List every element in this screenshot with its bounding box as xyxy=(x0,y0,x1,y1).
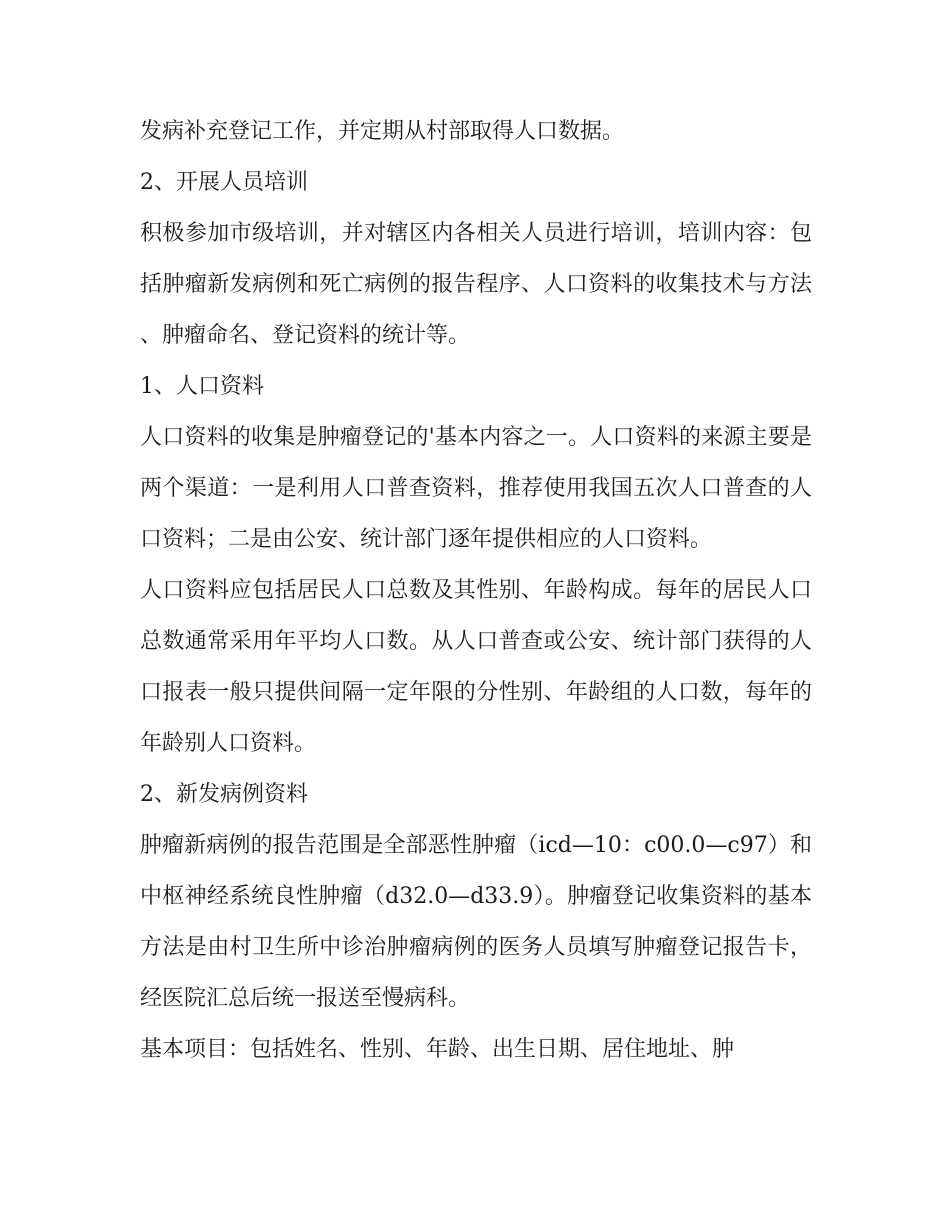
heading-new-cases: 2、新发病例资料 xyxy=(140,782,308,807)
heading-staff-training: 2、开展人员培训 xyxy=(140,170,308,195)
paragraph-population-sources: 人口资料的收集是肿瘤登记的'基本内容之一。人口资料的来源主要是两个渠道：一是利用人口普查资料，推荐使用我国五次人口普查的人口资料；二是由公安、统计部门逐年提供相应的人口资料。 xyxy=(140,425,812,552)
paragraph-population-content: 人口资料应包括居民人口总数及其性别、年龄构成。每年的居民人口总数通常采用年平均人口数。从人口普查或公安、统计部门获得的人口报表一般只提供间隔一定年限的分性别、年龄组的人口数，每年的年龄别人口资料。 xyxy=(140,578,812,756)
paragraph-continuation: 发病补充登记工作，并定期从村部取得人口数据。 xyxy=(140,119,625,144)
document-body xyxy=(140,106,812,1075)
heading-population-data: 1、人口资料 xyxy=(140,374,264,399)
paragraph-new-cases: 肿瘤新病例的报告范围是全部恶性肿瘤（icd—10：c00.0—c97）和中枢神经系统良性肿瘤（d32.0—d33.9）。肿瘤登记收集资料的基本方法是由村卫生所中诊治肿瘤病例的医务人员填写肿瘤登记报告卡，经医院汇总后统一报送至慢病科。 xyxy=(140,833,812,1011)
paragraph-basic-items: 基本项目：包括姓名、性别、年龄、出生日期、居住地址、肿 xyxy=(140,1037,735,1062)
paragraph-training: 积极参加市级培训，并对辖区内各相关人员进行培训，培训内容：包括肿瘤新发病例和死亡病例的报告程序、人口资料的收集技术与方法、肿瘤命名、登记资料的统计等。 xyxy=(140,221,812,348)
